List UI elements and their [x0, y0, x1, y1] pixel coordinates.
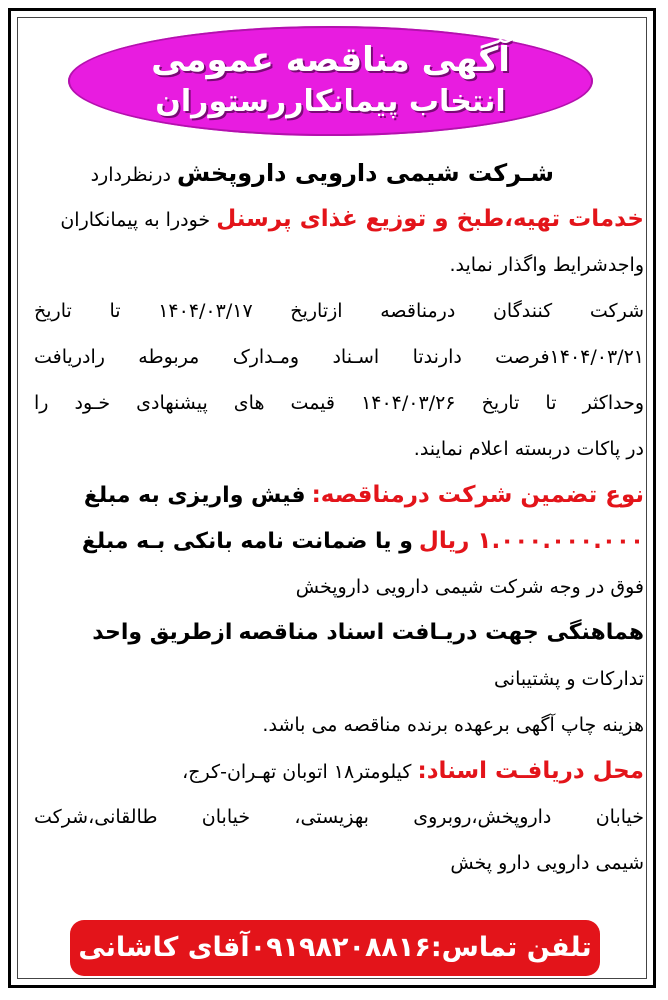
ad-body	[34, 150, 644, 886]
text-line-10: فوق در وجه شرکت شیمی دارویی داروپخش	[295, 576, 644, 598]
contact-banner	[70, 920, 600, 976]
ad-title: آگهی مناقصه عمومی	[151, 40, 510, 80]
guarantee-tail: فیش واریزی به مبلغ	[83, 483, 306, 508]
amount-value: ۱.۰۰۰.۰۰۰.۰۰۰ ریال	[418, 528, 644, 554]
text-line-5: ۱۴۰۴/۰۳/۲۱فرصت دارندتا اسـناد ومـدارک مربوطه رادریافت	[34, 346, 644, 368]
coordination-tail: ازطریق واحد	[92, 620, 233, 645]
intro-tail: درنظردارد	[90, 164, 171, 186]
location-line	[34, 748, 644, 794]
service-title: خدمات تهیه،طبخ و توزیع غذای پرسنل	[216, 206, 644, 232]
location-label: محل دریافـت اسناد:	[417, 758, 644, 784]
guarantee-label: نوع تضمین شرکت درمناقصه:	[311, 482, 644, 508]
amount-line	[34, 518, 644, 564]
text-line-4: شرکت کنندگان درمناقصه ازتاریخ ۱۴۰۴/۰۳/۱۷ تا تاریخ	[34, 300, 644, 322]
contact-text: تلفن تماس:۰۹۱۹۸۲۰۸۸۱۶آقای کاشانی	[78, 932, 592, 963]
guarantee-line	[34, 472, 644, 518]
text-line-7: در پاکات دربسته اعلام نمایند.	[413, 438, 644, 460]
ad-subtitle: انتخاب پیمانکاررستوران	[155, 84, 506, 119]
text-line-16: شیمی دارویی دارو پخش	[450, 852, 644, 874]
text-line-6: وحداکثر تا تاریخ ۱۴۰۴/۰۳/۲۶ قیمت های پیشنهادی خـود را	[34, 392, 644, 414]
text-line-15: خیابان داروپخش،روبروی بهزیستی، خیابان طالقانی،شرکت	[34, 806, 644, 828]
amount-tail: و یا ضمانت نامه بانکی بـه مبلغ	[81, 529, 413, 554]
title-oval	[68, 26, 593, 136]
coordination-line	[34, 610, 644, 656]
intro-line	[34, 150, 644, 196]
service-line	[34, 196, 644, 242]
text-line-12: تدارکات و پشتیبانی	[493, 668, 644, 690]
location-tail: کیلومتر۱۸ اتوبان تهـران-کرج،	[182, 761, 412, 783]
coordination-label: هماهنگی جهت دریـافت اسناد مناقصه	[238, 620, 644, 645]
text-line-3: واجدشرایط واگذار نماید.	[449, 254, 644, 276]
company-name: شـرکت شیمی دارویی داروپخش	[176, 159, 554, 187]
service-tail: خودرا به پیمانکاران	[60, 209, 211, 231]
text-line-13: هزینه چاپ آگهی برعهده برنده مناقصه می باشد.	[262, 714, 644, 736]
